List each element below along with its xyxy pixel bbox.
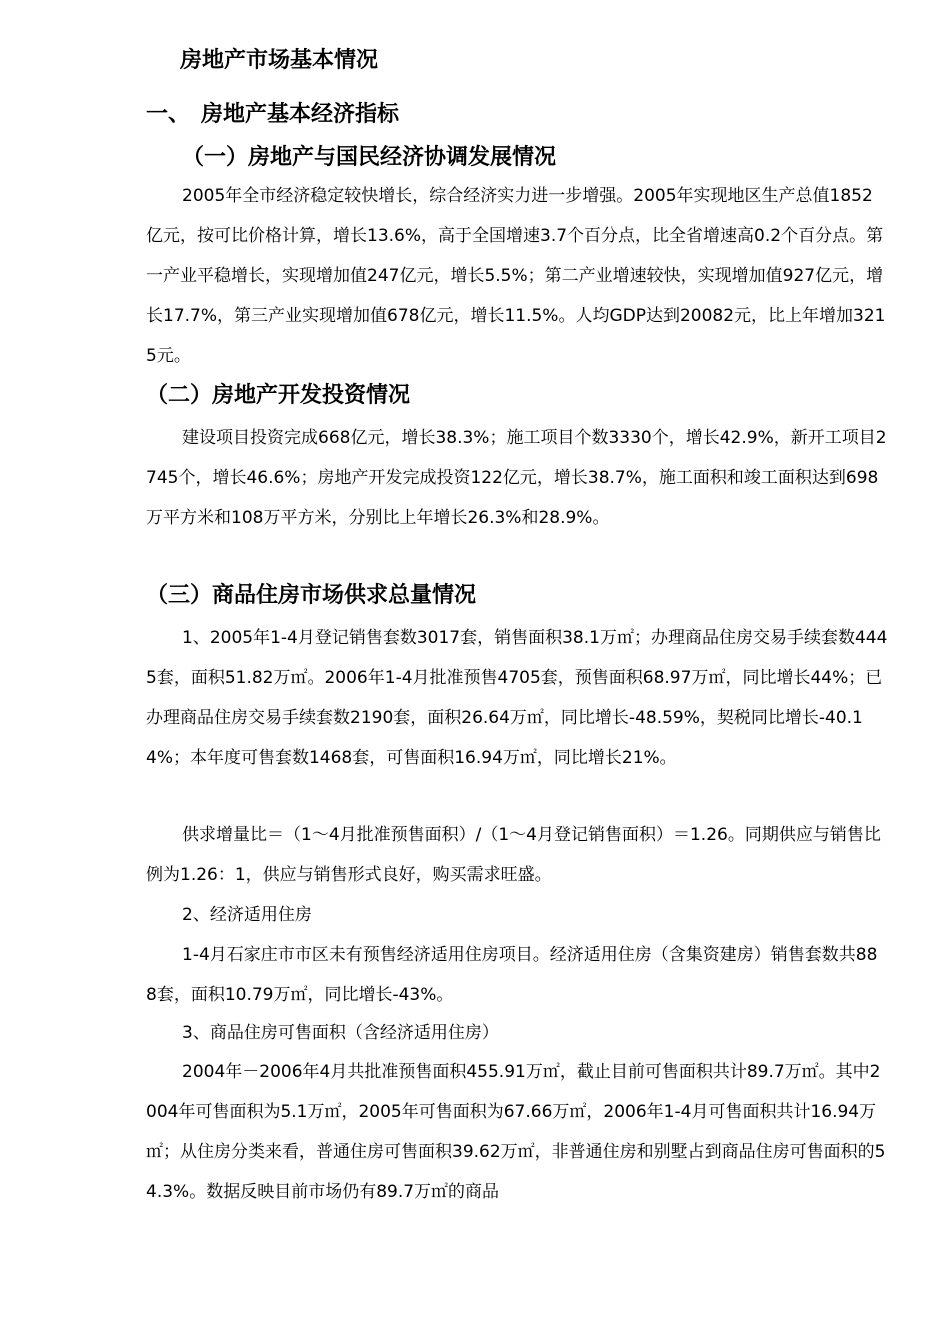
subsection-heading-2: （二）房地产开发投资情况 <box>146 383 411 408</box>
paragraph-supply-ratio: 供求增量比＝（1～4月批准预售面积）/（1～4月登记销售面积）＝1.26。同期供应与销售比例为1.26：1，供应与销售形式良好，购买需求旺盛。 <box>146 825 881 885</box>
section-heading-1 <box>146 100 399 130</box>
paragraph-affordable-housing: 1-4月石家庄市市区未有预售经济适用住房项目。经济适用住房（含集资建房）销售套数共888套，面积10.79万㎡，同比增长-43%。 <box>146 945 878 1005</box>
paragraph-supply-demand: 1、2005年1-4月登记销售套数3017套，销售面积38.1万㎡；办理商品住房交易手续套数4445套，面积51.82万㎡。2006年1-4月批准预售4705套，预售面积68.97万㎡，同比增长44%；已办理商品住房交易手续套数2190套，面积26.64万㎡，同比增长-48.59%，契税同比增长-40.14%；本年度可售套数1468套，可售面积16.94万㎡，同比增长21%。 <box>146 628 888 768</box>
paragraph-available-area: 2004年－2006年4月共批准预售面积455.91万㎡，截止目前可售面积共计89.7万㎡。其中2004年可售面积为5.1万㎡，2005年可售面积为67.66万㎡，2006年1-4月可售面积共计16.94万㎡；从住房分类来看，普通住房可售面积39.62万㎡，非普通住房和别墅占到商品住房可售面积的54.3%。数据反映目前市场仍有89.7万㎡的商品 <box>146 1062 886 1202</box>
paragraph-investment: 建设项目投资完成668亿元，增长38.3%；施工项目个数3330个，增长42.9%，新开工项目2745个，增长46.6%；房地产开发完成投资122亿元，增长38.7%，施工面积和竣工面积达到698万平方米和108万平方米，分别比上年增长26.3%和28.9%。 <box>146 428 887 528</box>
item-title-affordable-housing: 2、经济适用住房 <box>182 905 312 925</box>
page-title: 房地产市场基本情况 <box>180 48 379 73</box>
section-number: 一、 <box>146 102 191 127</box>
section-title: 房地产基本经济指标 <box>201 102 400 127</box>
item-title-available-area: 3、商品住房可售面积（含经济适用住房） <box>182 1023 499 1043</box>
subsection-heading-3: （三）商品住房市场供求总量情况 <box>146 583 477 608</box>
subsection-heading-1: （一）房地产与国民经济协调发展情况 <box>182 145 557 170</box>
paragraph-economy: 2005年全市经济稳定较快增长，综合经济实力进一步增强。2005年实现地区生产总值1852亿元，按可比价格计算，增长13.6%，高于全国增速3.7个百分点，比全省增速高0.2个百分点。第一产业平稳增长，实现增加值247亿元，增长5.5%；第二产业增速较快，实现增加值927亿元，增长17.7%，第三产业实现增加值678亿元，增长11.5%。人均GDP达到20082元，比上年增加3215元。 <box>146 186 886 366</box>
